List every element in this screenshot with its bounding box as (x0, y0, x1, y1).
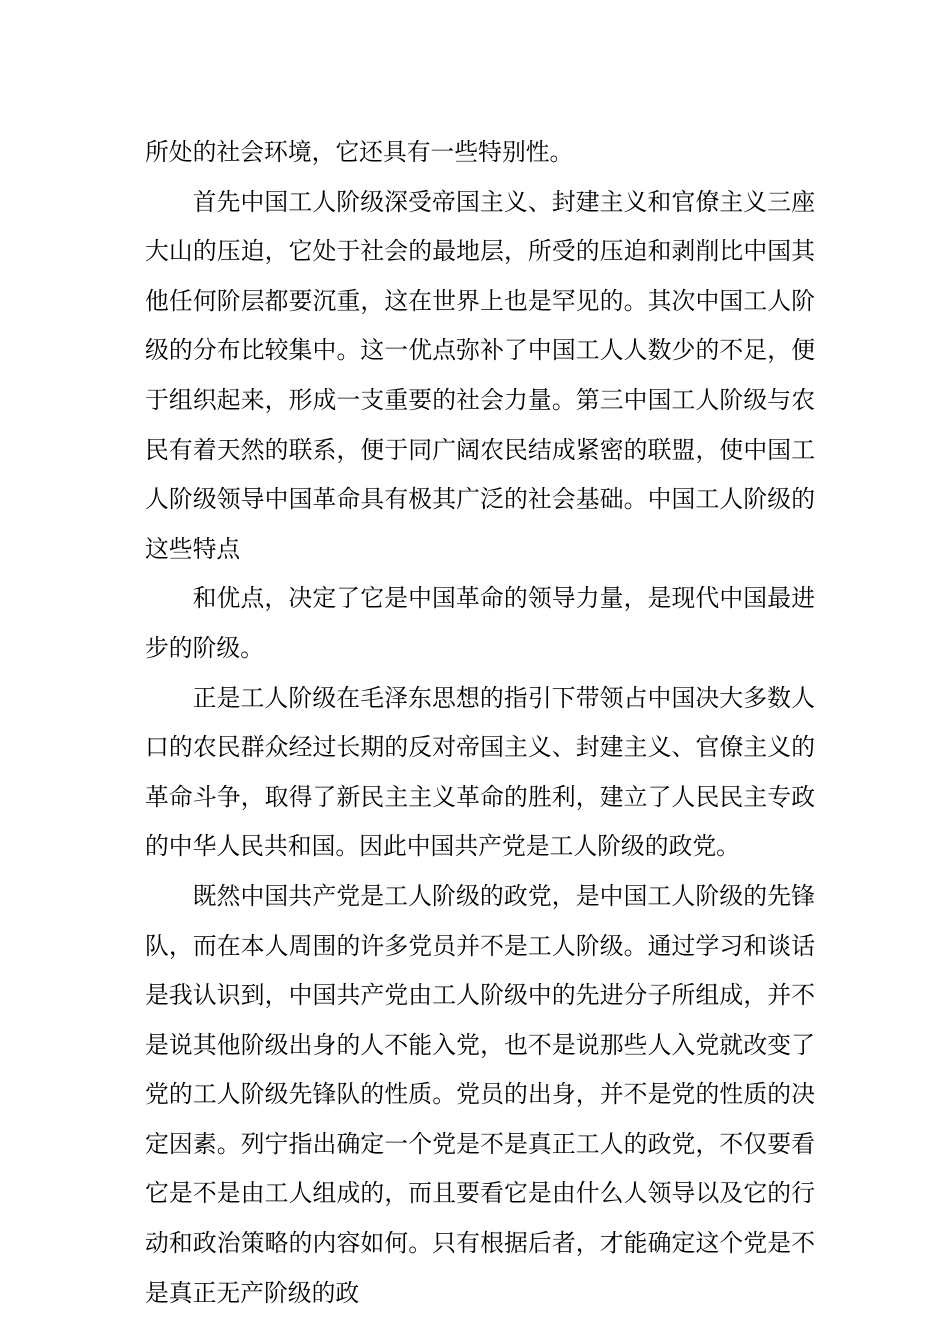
paragraph-4: 正是工人阶级在毛泽东思想的指引下带领占中国决大多数人口的农民群众经过长期的反对帝国主义、封建主义、官僚主义的革命斗争，取得了新民主主义革命的胜利，建立了人民民主专政的中华人民共和国。因此中国共产党是工人阶级的政党。 (145, 683, 815, 861)
paragraph-3: 和优点，决定了它是中国革命的领导力量，是现代中国最进步的阶级。 (145, 584, 815, 662)
paragraph-5: 既然中国共产党是工人阶级的政党，是中国工人阶级的先锋队，而在本人周围的许多党员并不是工人阶级。通过学习和谈话是我认识到，中国共产党由工人阶级中的先进分子所组成，并不是说其他阶级出身的人不能入党，也不是说那些人入党就改变了党的工人阶级先锋队的性质。党员的出身，并不是党的性质的决定因素。列宁指出确定一个党是不是真正工人的政党，不仅要看它是不是由工人组成的，而且要看它是由什么人领导以及它的行动和政治策略的内容如何。只有根据后者，才能确定这个党是不是真正无产阶级的政 (145, 881, 815, 1307)
paragraph-1: 所处的社会环境，它还具有一些特别性。 (145, 138, 574, 166)
paragraph-2: 首先中国工人阶级深受帝国主义、封建主义和官僚主义三座大山的压迫，它处于社会的最地层，所受的压迫和剥削比中国其他任何阶层都要沉重，这在世界上也是罕见的。其次中国工人阶级的分布比较集中。这一优点弥补了中国工人人数少的不足，便于组织起来，形成一支重要的社会力量。第三中国工人阶级与农民有着天然的联系，便于同广阔农民结成紧密的联盟，使中国工人阶级领导中国革命具有极其广泛的社会基础。中国工人阶级的这些特点 (145, 187, 815, 563)
document-body (145, 128, 815, 1318)
